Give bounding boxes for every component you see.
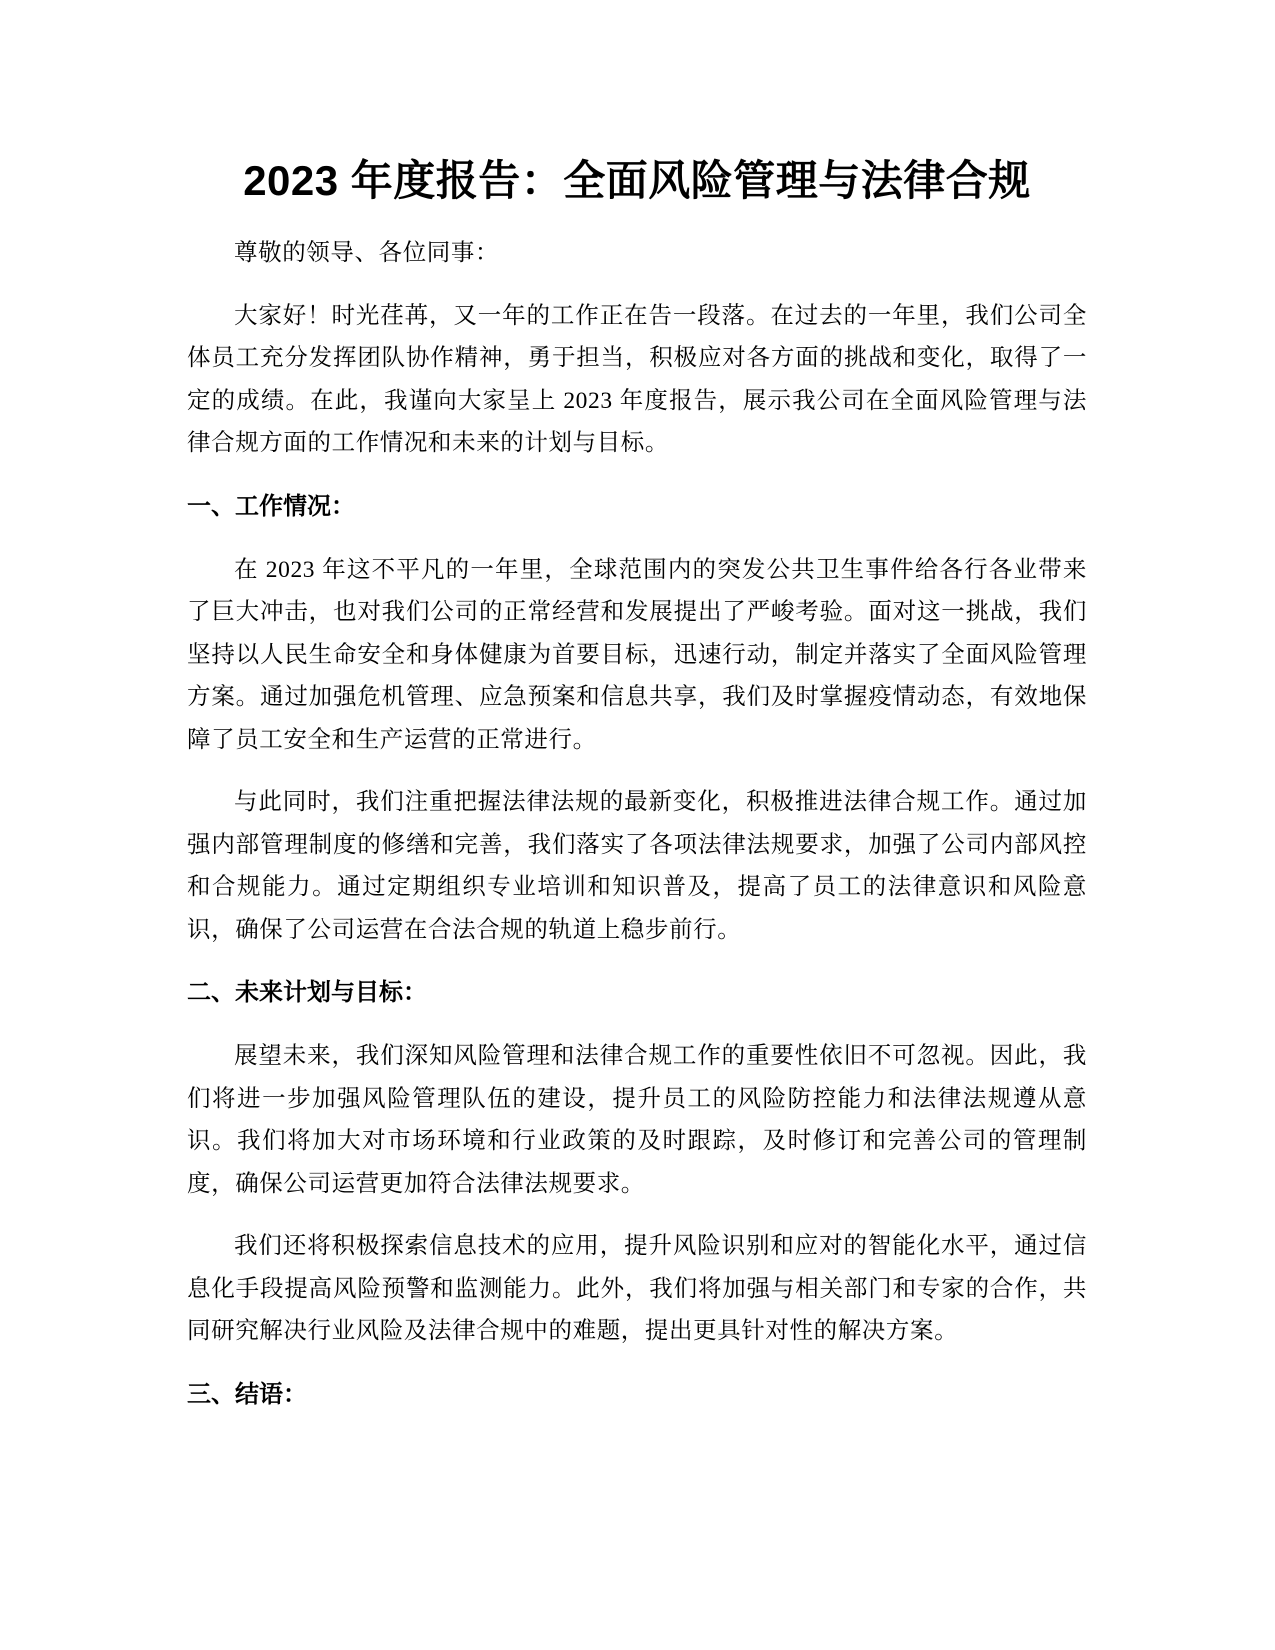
- page-title: 2023 年度报告：全面风险管理与法律合规: [243, 157, 1031, 204]
- section-heading-work-status: 一、工作情况：: [187, 492, 355, 520]
- work-status-paragraph-2: 与此同时，我们注重把握法律法规的最新变化，积极推进法律合规工作。通过加强内部管理制度的修缮和完善，我们落实了各项法律法规要求，加强了公司内部风控和合规能力。通过定期组织专业培训和知识普及，提高了员工的法律意识和风险意识，确保了公司运营在合法合规的轨道上稳步前行。: [187, 789, 1087, 943]
- greeting-paragraph: 尊敬的领导、各位同事：: [234, 240, 500, 266]
- future-plans-paragraph-2: 我们还将积极探索信息技术的应用，提升风险识别和应对的智能化水平，通过信息化手段提高风险预警和监测能力。此外，我们将加强与相关部门和专家的合作，共同研究解决行业风险及法律合规中的难题，提出更具针对性的解决方案。: [187, 1233, 1087, 1344]
- section-heading-future-plans: 二、未来计划与目标：: [187, 979, 427, 1006]
- future-plans-paragraph-1: 展望未来，我们深知风险管理和法律合规工作的重要性依旧不可忽视。因此，我们将进一步加强风险管理队伍的建设，提升员工的风险防控能力和法律法规遵从意识。我们将加大对市场环境和行业政策的及时跟踪，及时修订和完善公司的管理制度，确保公司运营更加符合法律法规要求。: [187, 1043, 1087, 1197]
- work-status-paragraph-1: 在 2023 年这不平凡的一年里，全球范围内的突发公共卫生事件给各行各业带来了巨大冲击，也对我们公司的正常经营和发展提出了严峻考验。面对这一挑战，我们坚持以人民生命安全和身体健康为首要目标，迅速行动，制定并落实了全面风险管理方案。通过加强危机管理、应急预案和信息共享，我们及时掌握疫情动态，有效地保障了员工安全和生产运营的正常进行。: [187, 556, 1087, 753]
- section-heading-conclusion: 三、结语：: [187, 1380, 307, 1408]
- intro-paragraph: 大家好！时光荏苒，又一年的工作正在告一段落。在过去的一年里，我们公司全体员工充分发挥团队协作精神，勇于担当，积极应对各方面的挑战和变化，取得了一定的成绩。在此，我谨向大家呈上 2023 年度报告，展示我公司在全面风险管理与法律合规方面的工作情况和未来的计划与目标。: [187, 302, 1087, 456]
- document-body: [187, 150, 1087, 1437]
